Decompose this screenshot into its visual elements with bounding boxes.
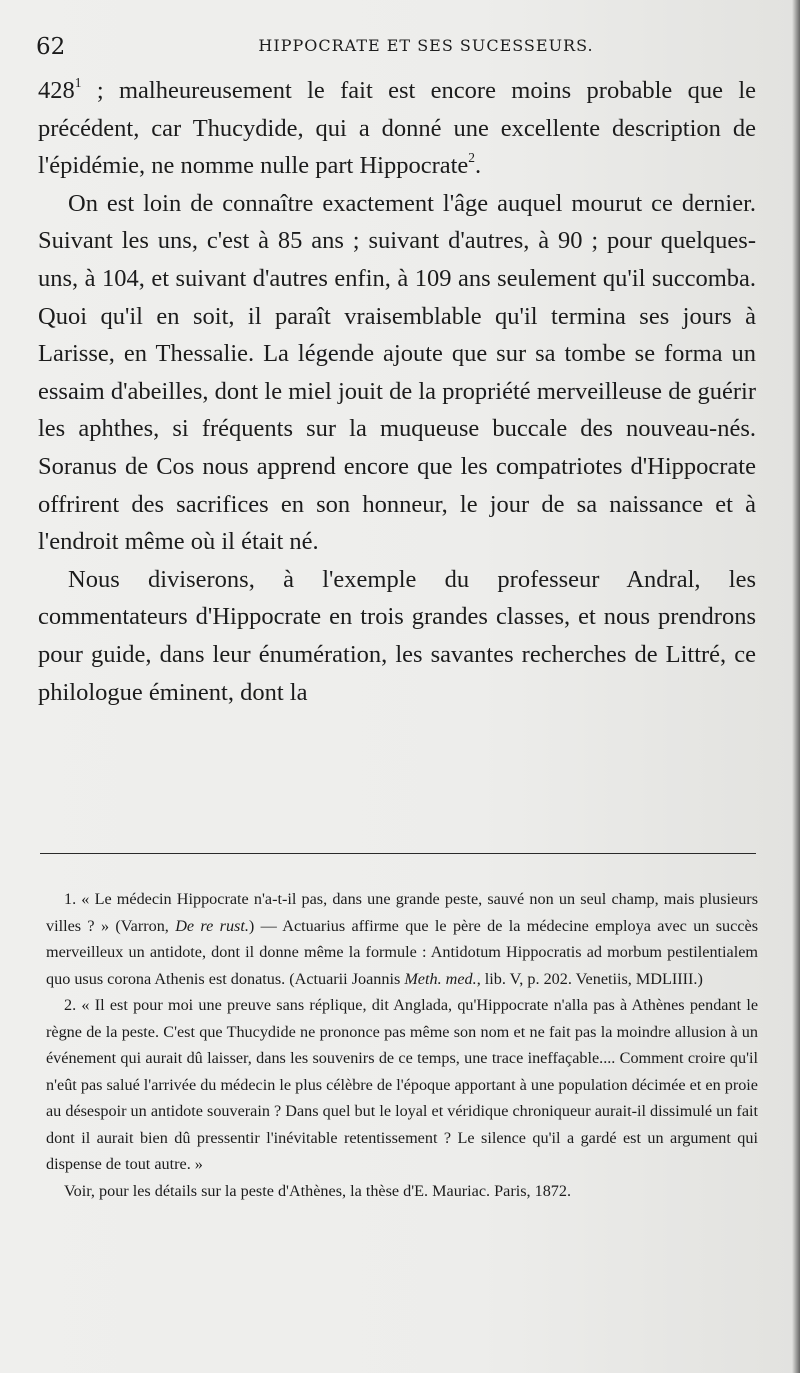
footnote-1-text-c: , lib. V, p. 202. Venetiis, MDLIIII.) (476, 969, 703, 988)
footnote-ref-1: 1 (74, 75, 82, 91)
main-text (38, 72, 756, 711)
footnote-1-title-2: Meth. med. (404, 969, 477, 988)
footnote-3: Voir, pour les détails sur la peste d'Athènes, la thèse d'E. Mauriac. Paris, 1872. (64, 1181, 572, 1200)
footnotes (46, 886, 758, 1204)
footnote-1-text-a: 1. « Le médecin Hippocrate n'a-t-il pas, dans une grande peste, sauvé non un seul champ, mais plusieurs villes ? » (Varron, (46, 890, 758, 935)
footnote-1-text-b: ) — Actuarius affirme que le père de la médecine employa avec un succès merveilleux un antidote, dont il donne même la formule : Antidotum Hippocratis ad morbum pestilentialem quo usus corona Athenis est donatus. (Actuarii Joannis (46, 916, 758, 988)
footnote-2: 2. « Il est pour moi une preuve sans réplique, dit Anglada, qu'Hippocrate n'alla pas à Athènes pendant le règne de la peste. C'est que Thucydide ne prononce pas même son nom et ne fait pas la moindre allusion à un événement qui aurait dû laisser, dans les souvenirs de ce temps, une trace ineffaçable.... Comment croire qu'il n'eût pas salué l'arrivée du médecin le plus célèbre de l'époque apportant à une population décimée et en proie au désespoir un antidote souverain ? Dans quel but le loyal et véridique chroniqueur aurait-il dissimulé un fait dont il aurait bien dû pressentir l'inévitable retentissement ? Le silence qu'il a gardé est un argument qui dispense de tout autre. » (46, 996, 758, 1173)
footnote-divider (40, 853, 756, 854)
paragraph-3: Nous diviserons, à l'exemple du professeur Andral, les commentateurs d'Hippocrate en trois grandes classes, et nous prendrons pour guide, dans leur énumération, les savantes recherches de Littré, ce philologue éminent, dont la (38, 565, 756, 706)
page-edge-shadow (792, 0, 800, 1373)
running-head: HIPPOCRATE ET SES SUCESSEURS. (258, 36, 594, 55)
paragraph-2: On est loin de connaître exactement l'âge auquel mourut ce dernier. Suivant les uns, c'est à 85 ans ; suivant d'autres, à 90 ; pour quelques-uns, à 104, et suivant d'autres enfin, à 109 ans seulement qu'il succomba. Quoi qu'il en soit, il paraît vraisemblable qu'il termina ses jours à Larisse, en Thessalie. La légende ajoute que sur sa tombe se forma un essaim d'abeilles, dont le miel jouit de la propriété merveilleuse de guérir les aphthes, si fréquents sur la muqueuse buccale des nouveau-nés. Soranus de Cos nous apprend encore que les compatriotes d'Hippocrate offrirent des sacrifices en son honneur, le jour de sa naissance et à l'endroit même où il était né. (38, 189, 756, 556)
page-number: 62 (36, 34, 66, 60)
paragraph-1-end: . (475, 152, 482, 180)
paragraph-1 (38, 72, 756, 185)
footnote-ref-2: 2 (468, 150, 476, 166)
paragraph-1-text: ; malheureusement le fait est encore moins probable que le précédent, car Thucydide, qui a donné une excellente description de l'épidémie, ne nomme nulle part Hippocrate (38, 77, 756, 180)
footnote-1 (46, 886, 758, 992)
page-header (36, 32, 756, 62)
paragraph-1-start: 428 (38, 77, 75, 104)
footnote-1-title: De re rust. (175, 916, 249, 935)
